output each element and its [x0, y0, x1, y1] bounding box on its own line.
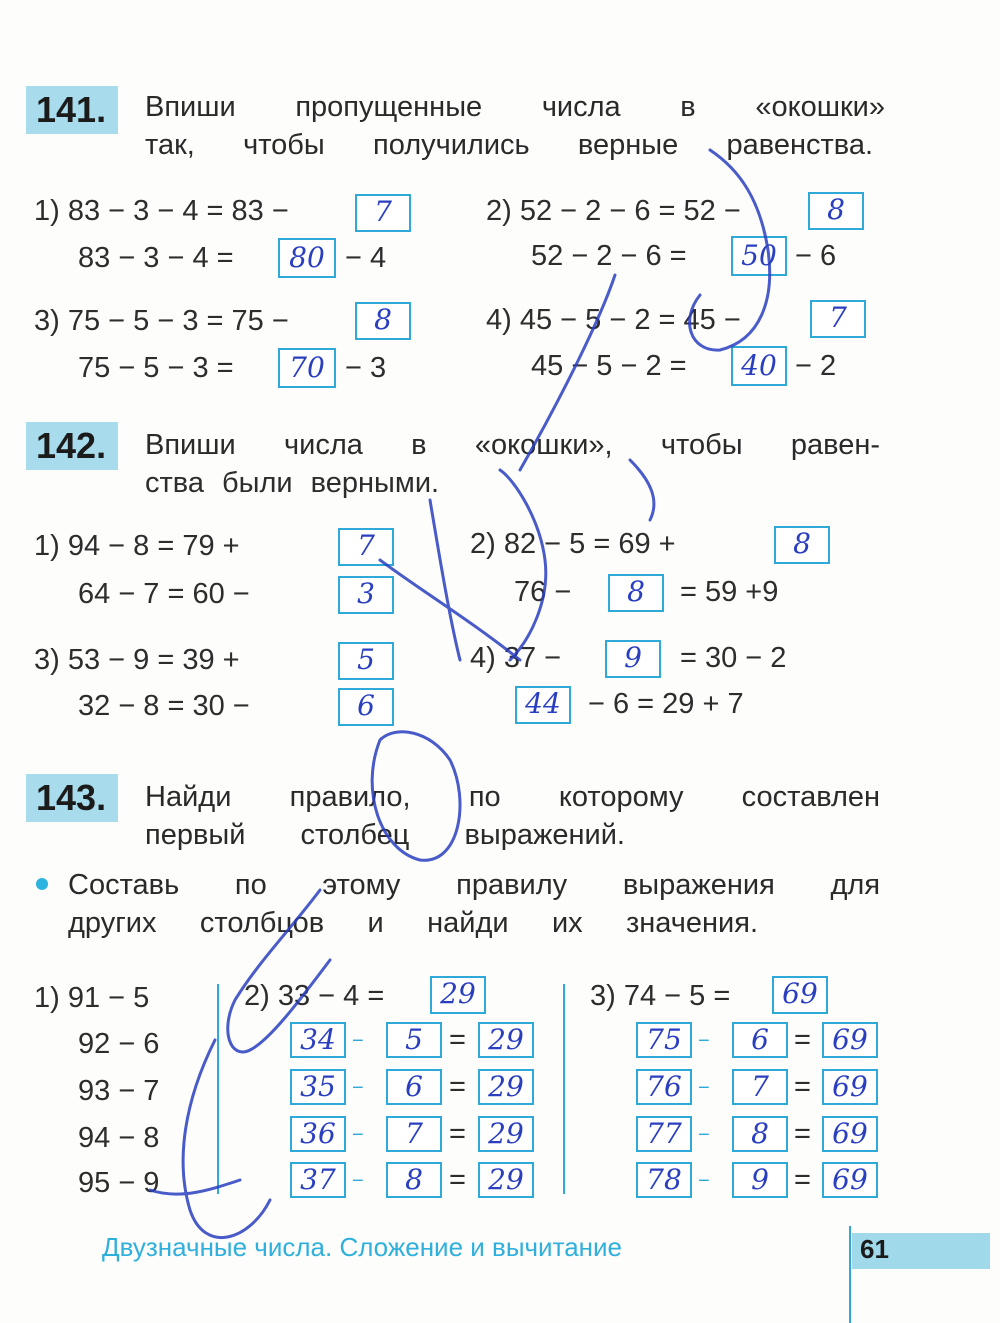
operation-dots: − [698, 1030, 711, 1052]
column1-row4: 94 − 8 [78, 1122, 160, 1154]
column3-head: 3) 74 − 5 = [590, 980, 731, 1012]
handwritten-answer: 7 [829, 301, 847, 334]
column1-row3: 93 − 7 [78, 1075, 160, 1107]
equals-sign: = [794, 1024, 811, 1056]
handwritten-answer: 8 [793, 527, 811, 560]
column1-row2: 92 − 6 [78, 1028, 160, 1060]
ex142-row4-a-tail: = 30 − 2 [680, 642, 787, 674]
handwritten-answer: 8 [374, 303, 392, 336]
ex141-row2-b: 52 − 2 − 6 = [531, 240, 687, 272]
equals-sign: = [449, 1164, 466, 1196]
operation-dots: − [352, 1124, 365, 1146]
handwritten-answer: 44 [525, 687, 561, 720]
handwritten-answer: 7 [405, 1117, 423, 1150]
handwritten-answer: 9 [751, 1163, 769, 1196]
operation-dots: − [352, 1170, 365, 1192]
handwritten-answer: 78 [646, 1163, 682, 1196]
column-divider [563, 984, 565, 1194]
scribble-stroke [630, 460, 654, 520]
ex142-row3-b: 32 − 8 = 30 − [78, 690, 250, 722]
handwritten-answer: 8 [827, 193, 845, 226]
handwritten-answer: 8 [627, 575, 645, 608]
exercise-142-number: 142. [26, 422, 118, 470]
ex141-row4-b-tail: − 2 [795, 350, 837, 382]
ex141-row2-b-tail: − 6 [795, 240, 837, 272]
handwritten-answer: 7 [357, 529, 375, 562]
operation-dots: − [352, 1077, 365, 1099]
exercise-143-task-line2: других столбцов и найди их значения. [68, 907, 759, 939]
exercise-143-title-line1: Найди правило, по которому составлен [145, 781, 881, 813]
bullet-icon [36, 878, 48, 890]
exercise-143-task-line1: Составь по этому правилу выражения для [68, 869, 881, 901]
handwritten-answer: 69 [782, 977, 818, 1010]
ex142-row2-b-tail: = 59 +9 [680, 576, 779, 608]
scribble-stroke [500, 470, 546, 660]
exercise-142-title-line2: ства были верными. [145, 467, 440, 499]
operation-dots: − [698, 1077, 711, 1099]
ex141-row2-a: 2) 52 − 2 − 6 = 52 − [486, 195, 741, 227]
handwritten-answer: 50 [741, 239, 777, 272]
scribble-stroke [183, 1040, 270, 1238]
handwritten-answer: 75 [646, 1023, 682, 1056]
handwritten-answer: 36 [300, 1117, 336, 1150]
handwritten-answer: 9 [624, 641, 642, 674]
footer-section-title: Двузначные числа. Сложение и вычитание [102, 1232, 622, 1262]
ex142-row4-a: 4) 37 − [470, 642, 562, 674]
ex141-row1-b: 83 − 3 − 4 = [78, 242, 234, 274]
handwritten-answer: 34 [300, 1023, 336, 1056]
operation-dots: − [352, 1030, 365, 1052]
handwritten-answer: 6 [751, 1023, 769, 1056]
handwritten-answer: 6 [405, 1070, 423, 1103]
handwritten-answer: 77 [646, 1117, 682, 1150]
exercise-141-title-line2: так, чтобы получились верные равенства. [145, 129, 874, 161]
handwritten-answer: 37 [300, 1163, 336, 1196]
ex142-row4-b-tail: − 6 = 29 + 7 [588, 688, 744, 720]
ex141-row3-a: 3) 75 − 5 − 3 = 75 − [34, 305, 289, 337]
column1-row1: 1) 91 − 5 [34, 982, 150, 1014]
ex142-row2-a: 2) 82 − 5 = 69 + [470, 528, 676, 560]
handwritten-answer: 76 [646, 1070, 682, 1103]
exercise-143-title-line2: первый столбец выражений. [145, 819, 625, 851]
exercise-143-number: 143. [26, 774, 118, 822]
handwritten-answer: 6 [357, 689, 375, 722]
operation-dots: − [698, 1124, 711, 1146]
ex141-row3-b: 75 − 5 − 3 = [78, 352, 234, 384]
scribble-stroke [430, 500, 460, 660]
page-number: 61 [860, 1234, 889, 1264]
handwritten-answer: 69 [832, 1070, 868, 1103]
handwritten-answer: 7 [751, 1070, 769, 1103]
column2-head: 2) 33 − 4 = [244, 980, 385, 1012]
handwritten-answer: 69 [832, 1117, 868, 1150]
exercise-141-number: 141. [26, 86, 118, 134]
equals-sign: = [794, 1071, 811, 1103]
handwritten-answer: 5 [405, 1023, 423, 1056]
handwritten-answer: 29 [440, 977, 476, 1010]
equals-sign: = [449, 1071, 466, 1103]
handwritten-answer: 29 [488, 1163, 524, 1196]
ex142-row1-a: 1) 94 − 8 = 79 + [34, 530, 240, 562]
exercise-142-title-line1: Впиши числа в «окошки», чтобы равен- [145, 429, 881, 461]
ex141-row1-b-tail: − 4 [345, 242, 387, 274]
ex141-row1-a: 1) 83 − 3 − 4 = 83 − [34, 195, 289, 227]
ex141-row4-b: 45 − 5 − 2 = [531, 350, 687, 382]
handwritten-answer: 40 [741, 349, 777, 382]
handwritten-answer: 29 [488, 1023, 524, 1056]
equals-sign: = [794, 1118, 811, 1150]
handwritten-answer: 70 [289, 351, 325, 384]
equals-sign: = [794, 1164, 811, 1196]
equals-sign: = [449, 1024, 466, 1056]
handwritten-answer: 29 [488, 1070, 524, 1103]
column1-row5: 95 − 9 [78, 1167, 160, 1199]
handwritten-answer: 69 [832, 1163, 868, 1196]
handwritten-answer: 7 [374, 195, 392, 228]
ex142-row3-a: 3) 53 − 9 = 39 + [34, 644, 240, 676]
handwritten-answer: 69 [832, 1023, 868, 1056]
handwritten-answer: 5 [357, 643, 375, 676]
exercise-141-title-line1: Впиши пропущенные числа в «окошки» [145, 91, 886, 123]
handwritten-answer: 8 [405, 1163, 423, 1196]
ex142-row2-b: 76 − [514, 576, 572, 608]
column-divider [217, 984, 219, 1194]
scribble-stroke [150, 1180, 240, 1194]
ex141-row4-a: 4) 45 − 5 − 2 = 45 − [486, 304, 741, 336]
ex142-row1-b: 64 − 7 = 60 − [78, 578, 250, 610]
handwritten-answer: 3 [357, 577, 375, 610]
equals-sign: = [449, 1118, 466, 1150]
ex141-row3-b-tail: − 3 [345, 352, 387, 384]
handwritten-answer: 8 [751, 1117, 769, 1150]
handwritten-answer: 35 [300, 1070, 336, 1103]
handwritten-answer: 80 [289, 241, 325, 274]
operation-dots: − [698, 1170, 711, 1192]
page-margin-line [849, 1226, 851, 1323]
handwritten-answer: 29 [488, 1117, 524, 1150]
